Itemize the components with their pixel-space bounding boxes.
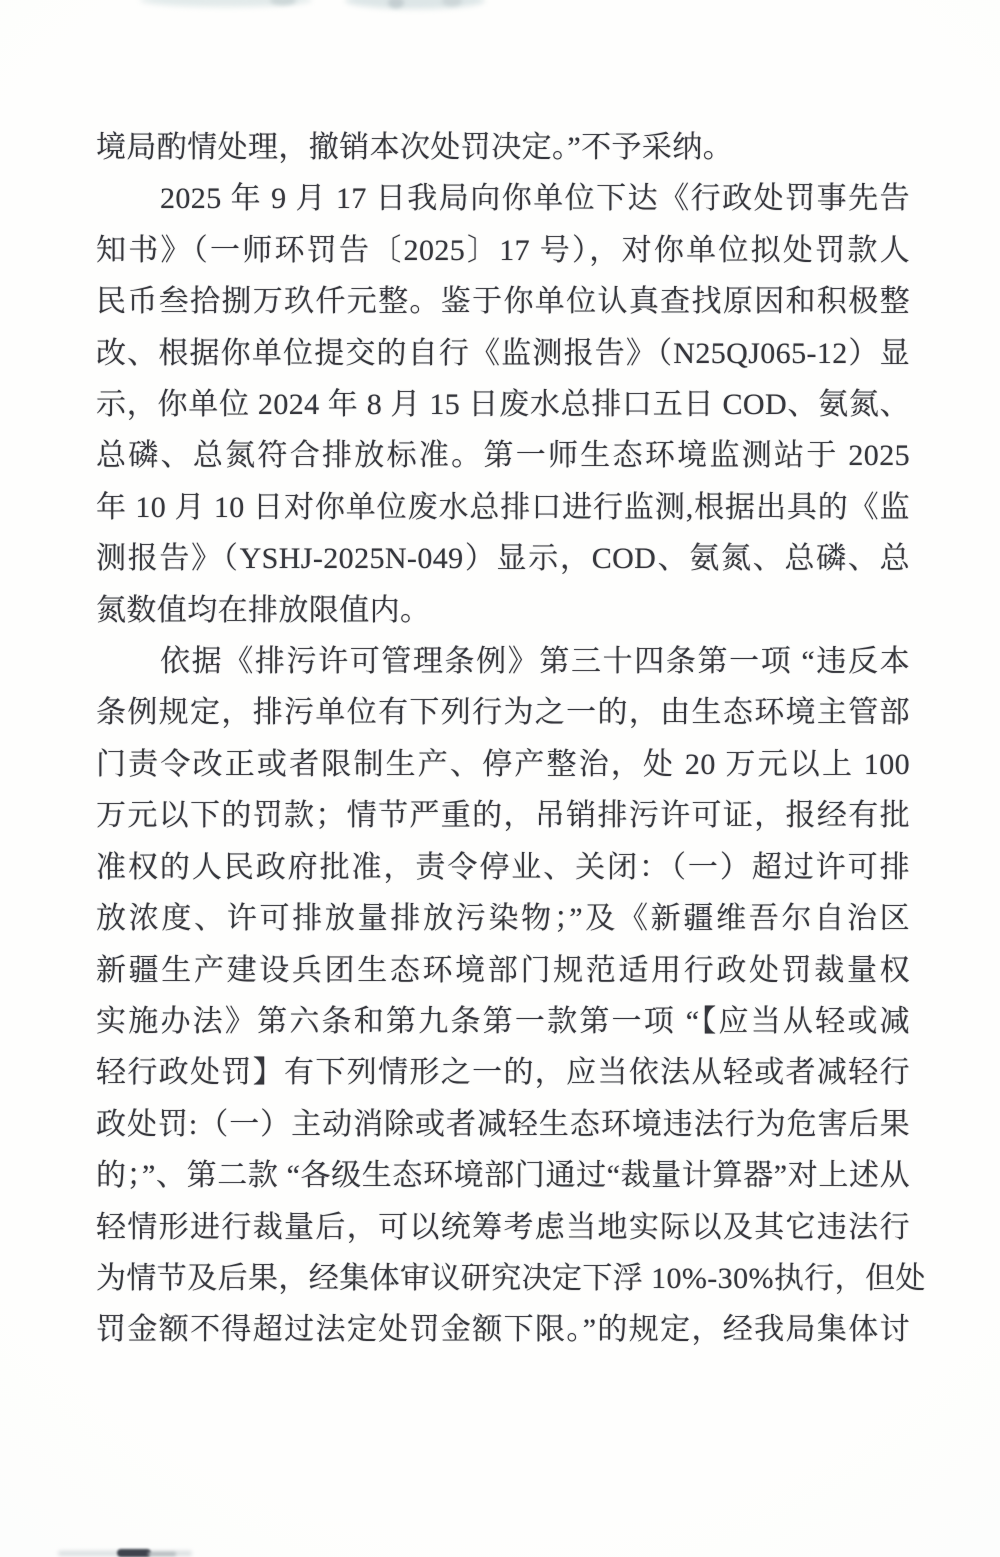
text-line: 准权的人民政府批准，责令停业、关闭：（一）超过许可排: [96, 850, 910, 884]
scan-artifact-top-right-dot1: [388, 0, 404, 8]
scan-artifact-top-right-dot2: [442, 0, 462, 6]
text-line: 放浓度、许可排放量排放污染物；”及《新疆维吾尔自治区: [96, 902, 910, 936]
text-line: 的；”、第二款 “各级生态环境部门通过“裁量计算器”对上述从: [96, 1159, 910, 1193]
text-line: 2025 年 9 月 17 日我局向你单位下达《行政处罚事先告: [160, 182, 910, 216]
scan-artifact-top-right: [345, 0, 485, 9]
scan-artifact-top-left-dot: [270, 0, 296, 5]
scan-artifact-bottom-streak: [58, 1551, 192, 1556]
text-line: 政处罚:（一）主动消除或者减轻生态环境违法行为危害后果: [96, 1107, 910, 1141]
text-line: 总磷、总氮符合排放标准。第一师生态环境监测站于 2025: [96, 439, 910, 473]
text-line: 知书》（一师环罚告〔2025〕17 号），对你单位拟处罚款人: [96, 233, 910, 267]
text-line: 门责令改正或者限制生产、停产整治，处 20 万元以上 100: [96, 747, 910, 781]
text-line: 轻情形进行裁量后，可以统筹考虑当地实际以及其它违法行: [96, 1210, 910, 1244]
text-line: 测报告》（YSHJ-2025N-049）显示，COD、氨氮、总磷、总: [96, 542, 910, 576]
text-line: 万元以下的罚款；情节严重的，吊销排污许可证，报经有批: [96, 799, 910, 833]
text-line: 氮数值均在排放限值内。: [96, 593, 431, 627]
document-text: [96, 122, 926, 1356]
scan-artifact-top-left: [140, 0, 312, 7]
text-line: 轻行政处罚】有下列情形之一的，应当依法从轻或者减轻行: [96, 1056, 910, 1090]
text-line: 示，你单位 2024 年 8 月 15 日废水总排口五日 COD、氨氮、: [96, 388, 910, 422]
text-line: 改、根据你单位提交的自行《监测报告》（N25QJ065-12）显: [96, 336, 910, 370]
scan-artifact-bottom-mark: [117, 1549, 151, 1557]
text-line: 罚金额不得超过法定处罚金额下限。”的规定，经我局集体讨: [96, 1313, 910, 1347]
text-line: 依据《排污许可管理条例》第三十四条第一项 “违反本: [160, 645, 910, 679]
text-line: 条例规定，排污单位有下列行为之一的，由生态环境主管部: [96, 696, 910, 730]
text-line: 年 10 月 10 日对你单位废水总排口进行监测,根据出具的《监: [96, 490, 910, 524]
text-line: 为情节及后果，经集体审议研究决定下浮 10%-30%执行，但处: [96, 1261, 926, 1295]
text-line: 实施办法》第六条和第九条第一款第一项 “【应当从轻或减: [96, 1004, 910, 1038]
text-line: 民币叁拾捌万玖仟元整。鉴于你单位认真查找原因和积极整: [96, 285, 910, 319]
scan-artifact-bottom-tail: [148, 1552, 176, 1556]
text-line: 新疆生产建设兵团生态环境部门规范适用行政处罚裁量权: [96, 953, 910, 987]
text-line: 境局酌情处理，撤销本次处罚决定。”不予采纳。: [96, 131, 734, 164]
